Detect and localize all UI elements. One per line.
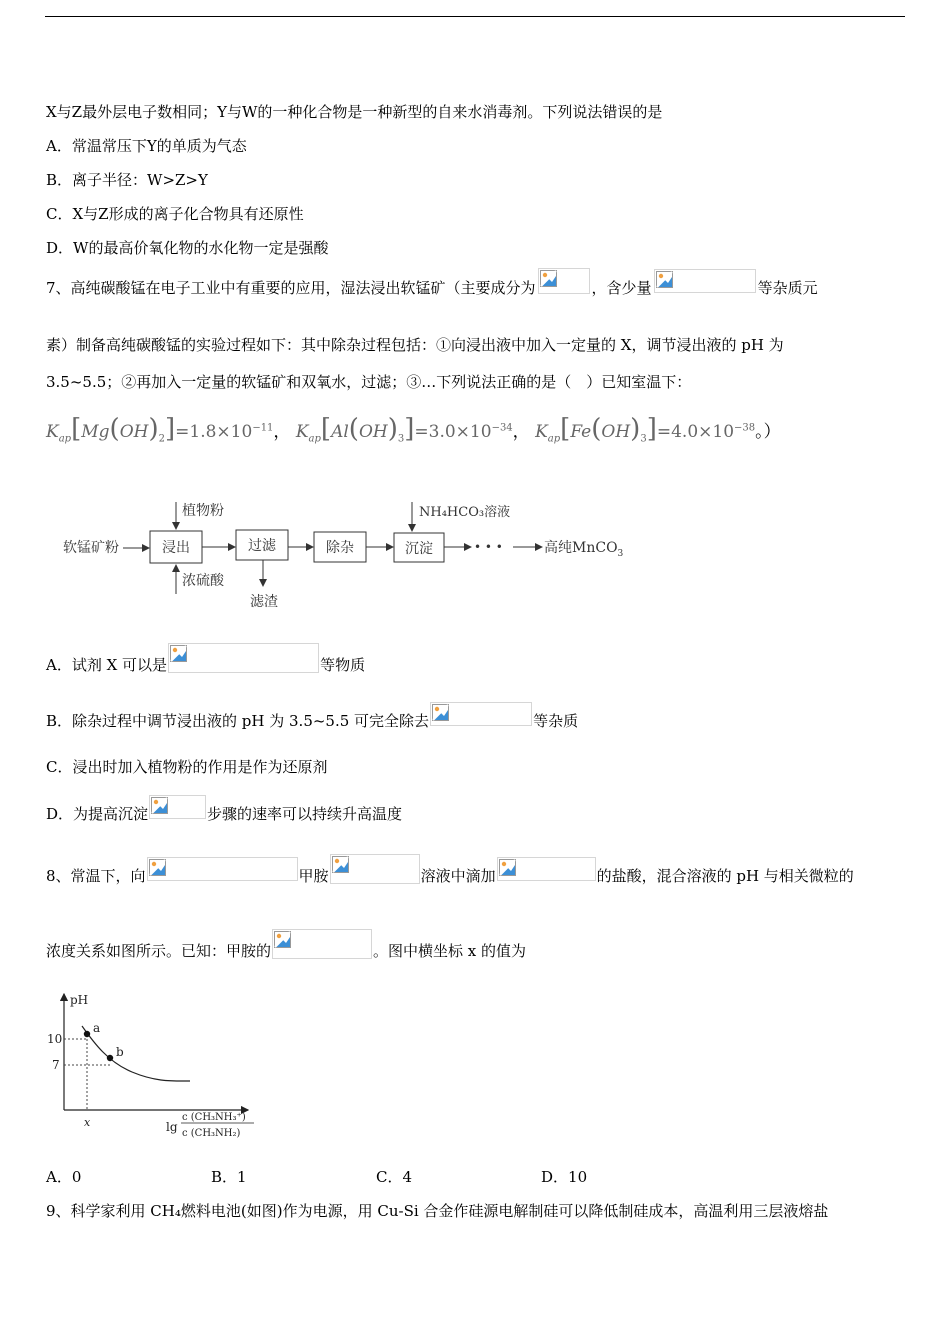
flow-step-precipitate: 沉淀 <box>405 541 433 557</box>
broken-image-icon <box>272 929 372 959</box>
q7-option-d <box>46 803 402 827</box>
q7-text: 步骤的速率可以持续升高温度 <box>207 805 403 823</box>
x-axis-numerator: c (CH₃NH₃⁺) <box>182 1112 246 1123</box>
process-flowchart <box>55 498 635 616</box>
x-axis-denominator: c (CH₃NH₂) <box>182 1128 241 1139</box>
q8-text: 浓度关系如图所示。已知：甲胺的 <box>46 942 272 960</box>
q8-option-a: A．0 <box>46 1168 82 1186</box>
x-tick-x: x <box>84 1116 91 1129</box>
y-tick-7: 7 <box>52 1058 60 1072</box>
q7-text: 等物质 <box>320 656 366 674</box>
q7-text: A．试剂 X 可以是 <box>46 656 168 674</box>
x-axis-lg: lg <box>166 1120 178 1134</box>
point-b <box>107 1055 113 1061</box>
ph-graph <box>42 988 272 1146</box>
y-tick-10: 10 <box>47 1032 63 1046</box>
q8-text: 8、常温下，向 <box>46 867 146 885</box>
broken-image-icon <box>497 857 596 881</box>
flow-step-purify: 除杂 <box>326 540 354 556</box>
q8-text: 。图中横坐标 x 的值为 <box>373 942 527 960</box>
q8-option-b: B．1 <box>211 1168 247 1186</box>
q9-stem-line1: 9、科学家利用 CH₄燃料电池(如图)作为电源，用 Cu-Si 合金作硅源电解制硅可以降低制硅成本，高温利用三层液熔盐 <box>46 1202 829 1220</box>
broken-image-icon <box>147 857 298 881</box>
point-b-label: b <box>116 1045 124 1059</box>
broken-image-icon <box>168 643 319 673</box>
q7-stem-line2: 素）制备高纯碳酸锰的实验过程如下：其中除杂过程包括：①向浸出液中加入一定量的 X，调节浸出液的 pH 为 <box>46 336 784 354</box>
q7-option-a <box>46 651 365 681</box>
q7-text: 等杂质元 <box>757 279 818 297</box>
flow-output-residue: 滤渣 <box>250 594 278 610</box>
q7-option-b <box>46 710 578 734</box>
broken-image-icon <box>330 854 420 884</box>
q7-stem-line1 <box>46 276 818 302</box>
q8-text: 的盐酸，混合溶液的 pH 与相关微粒的 <box>596 867 854 885</box>
broken-image-icon <box>149 795 206 819</box>
q7-option-c: C．浸出时加入植物粉的作用是作为还原剂 <box>46 758 328 776</box>
flow-product: 高纯MnCO$_3$ <box>544 540 624 559</box>
q6-option-c: C．X与Z形成的离子化合物具有还原性 <box>46 205 304 223</box>
flow-step-leach: 浸出 <box>162 540 190 556</box>
header-rule <box>45 16 905 17</box>
q8-text: 溶液中滴加 <box>420 867 496 885</box>
flow-step-filter: 过滤 <box>248 538 276 554</box>
q6-option-b: B．离子半径：W>Z>Y <box>46 171 208 189</box>
q6-option-d: D．W的最高价氧化物的水化物一定是强酸 <box>46 239 329 257</box>
q8-stem-line1 <box>46 862 854 892</box>
point-a-label: a <box>93 1021 101 1035</box>
q7-text: ，含少量 <box>591 279 652 297</box>
flow-input-plant-powder: 植物粉 <box>182 503 224 519</box>
q7-text: 等杂质 <box>533 712 579 730</box>
broken-image-icon <box>654 269 756 293</box>
broken-image-icon <box>538 268 590 294</box>
q7-stem-line3: 3.5~5.5；②再加入一定量的软锰矿和双氧水，过滤；③…下列说法正确的是（ ）已知室温下： <box>46 373 692 391</box>
q8-text: 甲胺 <box>298 867 329 885</box>
q8-option-c: C．4 <box>376 1168 413 1186</box>
q6-option-a: A．常温常压下Y的单质为气态 <box>46 137 247 155</box>
q8-option-d: D．10 <box>541 1168 588 1186</box>
point-a <box>84 1031 90 1037</box>
q6-stem: X与Z最外层电子数相同；Y与W的一种化合物是一种新型的自来水消毒剂。下列说法错误的是 <box>46 103 663 121</box>
q8-options <box>46 1166 587 1187</box>
q7-text: B．除杂过程中调节浸出液的 pH 为 3.5~5.5 可完全除去 <box>46 712 430 730</box>
y-axis-label: pH <box>70 993 89 1007</box>
q8-stem-line2 <box>46 937 526 967</box>
broken-image-icon <box>430 702 532 726</box>
flow-dots: • • • <box>474 540 503 554</box>
ksp-expression: $K_{ap}[Mg(OH)_2]=1.8\times 10^{-11}$， $K_{ap}[Al(OH)_3]=3.0\times 10^{-34}$， $K_{ap}[Fe(OH)_3]=4.0\times 10^{-38}$。） <box>46 414 781 445</box>
q7-text: D．为提高沉淀 <box>46 805 149 823</box>
flow-start-label: 软锰矿粉 <box>63 540 119 556</box>
flow-input-acid: 浓硫酸 <box>182 573 224 589</box>
flow-input-nh4hco3: NH₄HCO₃溶液 <box>419 505 511 520</box>
q7-text: 7、高纯碳酸锰在电子工业中有重要的应用，湿法浸出软锰矿（主要成分为 <box>46 279 536 297</box>
